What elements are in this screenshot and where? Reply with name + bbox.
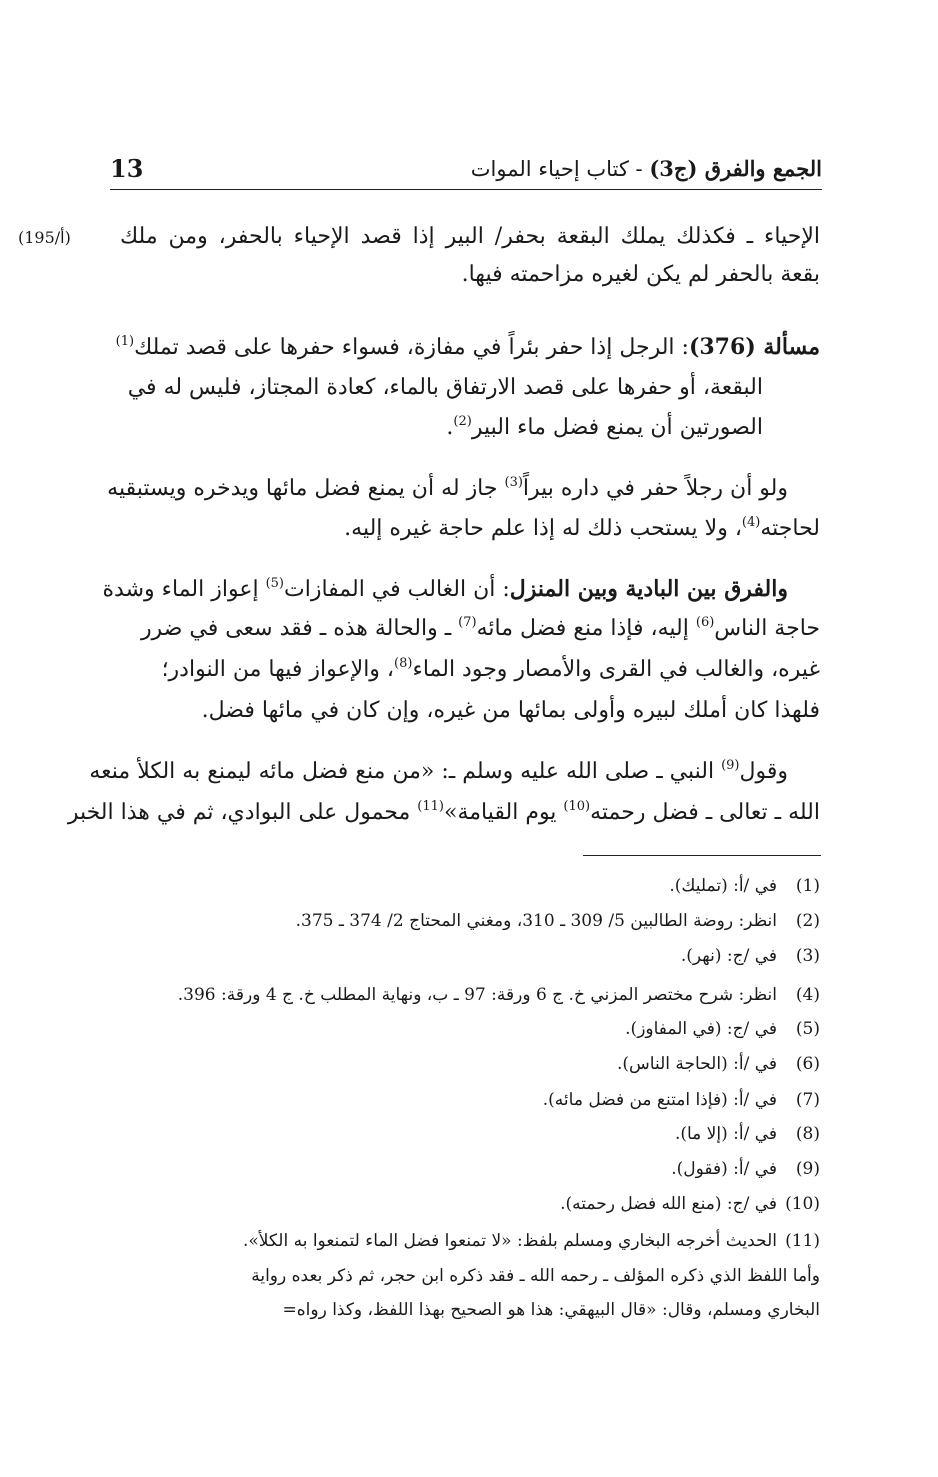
footnote-number: (3) bbox=[795, 946, 820, 966]
footnote-number: (4) bbox=[795, 985, 820, 1005]
footnote-ref: (3) bbox=[504, 475, 523, 490]
paragraph-line: غيره، والغالب في القرى والأمصار وجود الماء$^{(8)}$، والإعواز فيها من النوادر؛ bbox=[161, 656, 820, 682]
paragraph-line: الصورتين أن يمنع فضل ماء البير$^{(2)}$. bbox=[446, 414, 763, 440]
footnote-text: في /أ: (فقول). bbox=[671, 1159, 777, 1179]
footnote-ref: (10) bbox=[563, 799, 591, 814]
paragraph-line: حاجة الناس$^{(6)}$ إليه، فإذا منع فضل مائه$^{(7)}$ ـ والحالة هذه ـ فقد سعى في ضرر bbox=[140, 615, 820, 641]
footnote-ref: (4) bbox=[741, 515, 761, 530]
footnote-continuation: البخاري ومسلم، وقال: «قال البيهقي: هذا هو الصحيح بهذا اللفظ، وكذا رواه= bbox=[282, 1300, 820, 1320]
footnote-ref: (5) bbox=[265, 576, 284, 591]
footnote-text: انظر: شرح مختصر المزني خ. ج 6 ورقة: 97 ـ ب، ونهاية المطلب خ. ج 4 ورقة: 396. bbox=[177, 985, 777, 1005]
footnote-number: (11) bbox=[785, 1231, 820, 1251]
footnote-number: (1) bbox=[795, 876, 820, 896]
footnote-ref: (2) bbox=[453, 414, 472, 429]
paragraph-line: ولو أن رجلاً حفر في داره بيراً$^{(3)}$ جاز له أن يمنع فضل مائها ويدخره ويستبقيه bbox=[107, 475, 788, 501]
paragraph-line: والفرق بين البادية وبين المنزل: أن الغالب في المفازات$^{(5)}$ إعواز الماء وشدة bbox=[102, 576, 788, 602]
issue-heading-line: مسألة (376): الرجل إذا حفر بئراً في مفازة، فسواء حفرها على قصد تملك$^{(1)}$ bbox=[115, 334, 820, 360]
footnote-text: انظر: روضة الطالبين 5/ 309 ـ 310، ومغني المحتاج 2/ 374 ـ 375. bbox=[295, 911, 777, 931]
footnote-ref: (8) bbox=[394, 656, 413, 671]
paragraph-line: وقول$^{(9)}$ النبي ـ صلى الله عليه وسلم ـ: «من منع فضل مائه ليمنع به الكلأ منعه bbox=[89, 758, 788, 784]
header-title: الجمع والفرق (ج3) - كتاب إحياء الموات bbox=[470, 156, 822, 181]
footnote-ref: (6) bbox=[695, 615, 715, 630]
footnote-ref: (7) bbox=[458, 615, 477, 630]
paragraph-line: الله ـ تعالى ـ فضل رحمته$^{(10)}$ يوم القيامة»$^{(11)}$ محمول على البوادي، ثم في هذا الخبر bbox=[67, 799, 820, 825]
footnote-ref: (9) bbox=[721, 758, 740, 773]
manuscript-folio-marker: (195/أ) bbox=[18, 228, 71, 247]
footnote-number: (10) bbox=[785, 1194, 820, 1214]
footnote-text: في /ج: (منع الله فضل رحمته). bbox=[560, 1194, 777, 1214]
footnote-number: (9) bbox=[795, 1159, 820, 1179]
footnote-text: في /أ: (الحاجة الناس). bbox=[617, 1054, 777, 1074]
page-number: 13 bbox=[110, 154, 144, 183]
paragraph-line: فلهذا كان أملك لبيره وأولى بمائها من غيره، وإن كان في مائها فضل. bbox=[201, 698, 820, 723]
running-header bbox=[110, 150, 822, 190]
paragraph-line: البقعة، أو حفرها على قصد الارتفاق بالماء، كعادة المجتاز، فليس له في bbox=[127, 375, 763, 400]
paragraph-line: الإحياء ـ فكذلك يملك البقعة بحفر/ البير إذا قصد الإحياء بالحفر، ومن ملك bbox=[120, 224, 820, 249]
paragraph-line: بقعة بالحفر لم يكن لغيره مزاحمته فيها. bbox=[461, 262, 820, 287]
footnote-text: في /ج: (في المفاوز). bbox=[625, 1019, 777, 1039]
footnote-number: (7) bbox=[795, 1090, 820, 1110]
difference-heading: والفرق بين البادية وبين المنزل bbox=[509, 576, 788, 602]
header-rule bbox=[110, 189, 822, 190]
footnote-number: (5) bbox=[795, 1019, 820, 1039]
footnote-text: في /أ: (تمليك). bbox=[669, 876, 777, 896]
paragraph-line: لحاجته$^{(4)}$، ولا يستحب ذلك له إذا علم حاجة غيره إليه. bbox=[344, 515, 820, 541]
footnote-ref: (11) bbox=[417, 799, 444, 814]
issue-label: مسألة (376) bbox=[688, 334, 820, 360]
footnote-text: في /أ: (فإذا امتنع من فضل مائه). bbox=[542, 1090, 777, 1110]
footnote-continuation: وأما اللفظ الذي ذكره المؤلف ـ رحمه الله ـ فقد ذكره ابن حجر، ثم ذكر بعده رواية bbox=[251, 1266, 820, 1286]
footnote-number: (2) bbox=[795, 911, 820, 931]
footnote-text: في /أ: (إلا ما). bbox=[674, 1124, 777, 1144]
footnote-number: (8) bbox=[795, 1124, 820, 1144]
footnote-text: الحديث أخرجه البخاري ومسلم بلفظ: «لا تمنعوا فضل الماء لتمنعوا به الكلأ». bbox=[242, 1231, 777, 1251]
footnote-ref: (1) bbox=[115, 334, 135, 349]
footnote-number: (6) bbox=[795, 1054, 820, 1074]
footnote-text: في /ج: (نهر). bbox=[680, 946, 777, 966]
footnote-separator bbox=[583, 855, 821, 856]
